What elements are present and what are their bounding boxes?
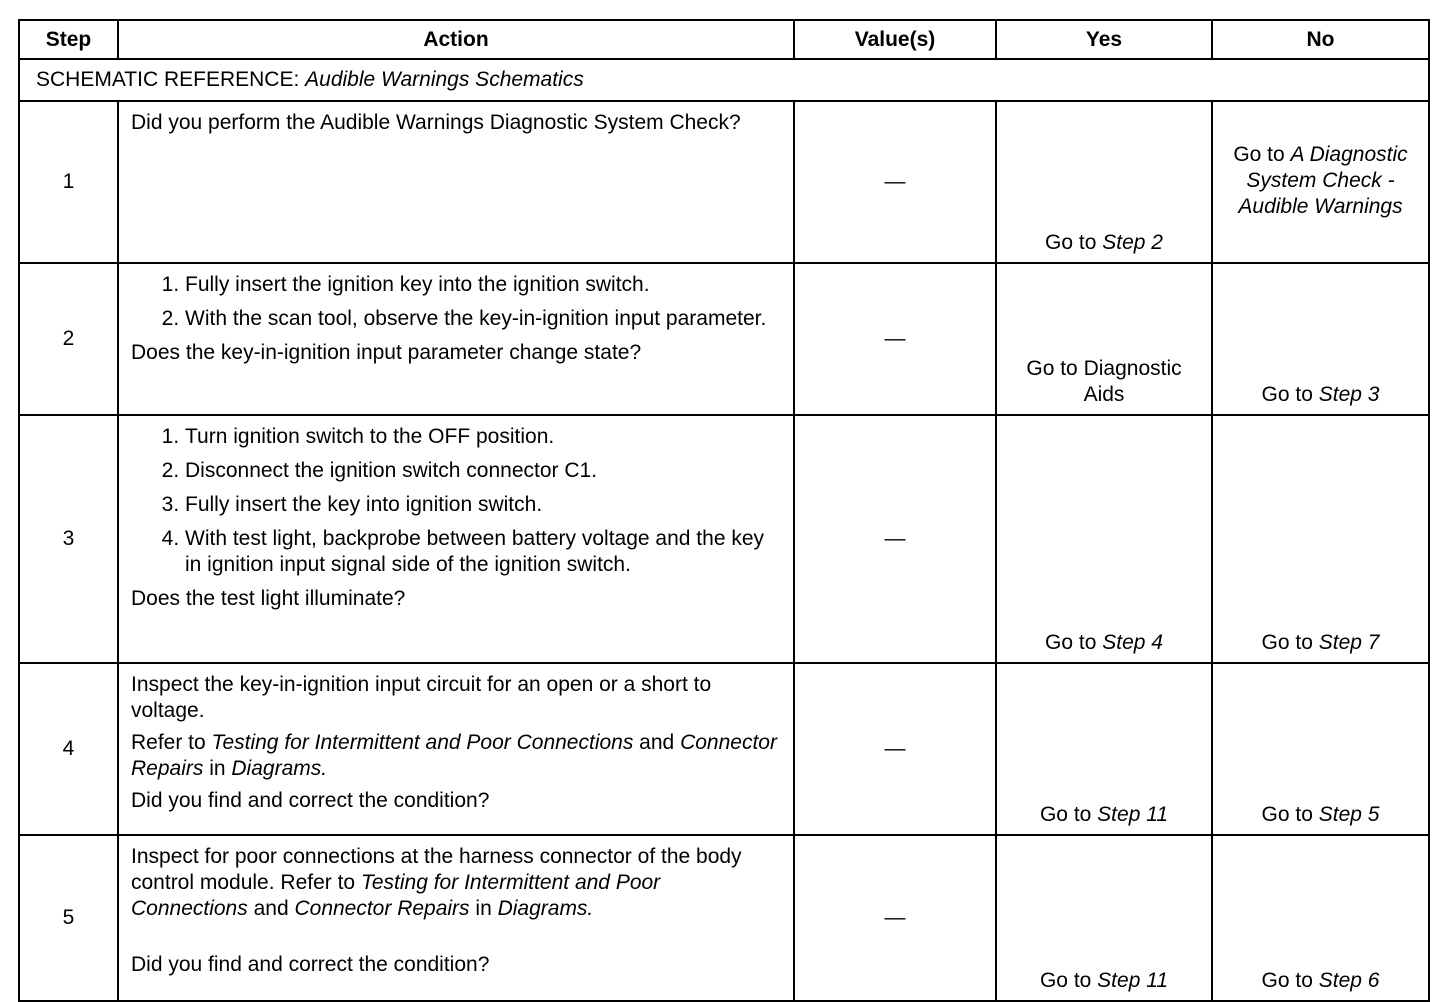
reference-link-diagrams[interactable]: Diagrams. (231, 757, 328, 780)
reference-link-testing[interactable]: Testing for Intermittent and Poor Connections (131, 871, 661, 920)
yes-link[interactable]: Step 4 (1102, 631, 1163, 654)
action-question: Does the test light illuminate? (131, 587, 406, 610)
no-link[interactable]: Step 5 (1318, 803, 1380, 826)
step-number: 3 (19, 415, 118, 663)
reference-link-diagrams[interactable]: Diagrams. (497, 897, 594, 920)
table-row (19, 263, 1429, 415)
header-row (19, 20, 1429, 59)
reference-link-connector-repairs[interactable]: Connector Repairs (131, 731, 777, 780)
no-link[interactable]: A Diagnostic System Check - Audible Warnings (1238, 143, 1408, 218)
action-item: 2. Disconnect the ignition switch connector C1. (185, 458, 781, 484)
no-prefix: Go to (1261, 803, 1319, 826)
no-prefix: Go to (1233, 143, 1291, 166)
action-list (131, 424, 781, 578)
header-no: No (1212, 20, 1429, 59)
step-number: 2 (19, 263, 118, 415)
action-question: Does the key-in-ignition input parameter change state? (131, 341, 642, 364)
reference-and: and (633, 731, 681, 754)
action-question: Did you find and correct the condition? (131, 953, 490, 976)
no-link[interactable]: Step 7 (1318, 631, 1380, 654)
diagnostic-table (18, 19, 1430, 1002)
no-link[interactable]: Step 6 (1318, 969, 1380, 992)
yes-cell (996, 101, 1212, 263)
action-list (131, 272, 781, 332)
yes-link[interactable]: Step 11 (1097, 803, 1169, 826)
action-item: 1. Turn ignition switch to the OFF position. (185, 424, 781, 450)
header-values: Value(s) (794, 20, 996, 59)
value-cell: — (794, 101, 996, 263)
step-number: 5 (19, 835, 118, 1001)
action-reference (131, 730, 781, 782)
spacer (131, 928, 781, 952)
schematic-reference (19, 59, 1429, 101)
no-cell (1212, 663, 1429, 835)
yes-prefix: Go to (1039, 969, 1098, 992)
table-row (19, 663, 1429, 835)
action-item: 4. With test light, backprobe between battery voltage and the key in ignition input signal side of the ignition switch. (185, 526, 781, 578)
value-cell: — (794, 663, 996, 835)
step-number: 4 (19, 663, 118, 835)
reference-link-testing[interactable]: Testing for Intermittent and Poor Connections (211, 731, 634, 754)
yes-link[interactable]: Go to Diagnostic Aids (1026, 357, 1182, 406)
action-cell (118, 835, 794, 1001)
yes-link[interactable]: Step 11 (1097, 969, 1169, 992)
no-prefix: Go to (1261, 383, 1319, 406)
table-row (19, 101, 1429, 263)
yes-cell (996, 663, 1212, 835)
action-text: Did you perform the Audible Warnings Diagnostic System Check? (131, 111, 741, 134)
action-item: 2. With the scan tool, observe the key-in-ignition input parameter. (185, 306, 781, 332)
table-row (19, 835, 1429, 1001)
yes-cell (996, 415, 1212, 663)
yes-link[interactable]: Step 2 (1102, 231, 1163, 254)
value-cell: — (794, 835, 996, 1001)
yes-prefix: Go to (1045, 631, 1103, 654)
yes-cell (996, 263, 1212, 415)
action-text-lead: Inspect for poor connections at the harness connector of the body control module. Refer to (131, 845, 742, 894)
no-cell (1212, 835, 1429, 1001)
no-prefix: Go to (1261, 631, 1319, 654)
schematic-reference-label: SCHEMATIC REFERENCE: (36, 68, 306, 91)
header-yes: Yes (996, 20, 1212, 59)
action-cell (118, 263, 794, 415)
reference-and: and (247, 897, 295, 920)
action-question: Did you find and correct the condition? (131, 789, 490, 812)
reference-prefix: Refer to (131, 731, 212, 754)
action-text (131, 844, 781, 922)
reference-link-connector-repairs[interactable]: Connector Repairs (294, 897, 470, 920)
value-cell: — (794, 263, 996, 415)
no-cell (1212, 101, 1429, 263)
header-step: Step (19, 20, 118, 59)
reference-in: in (203, 757, 232, 780)
schematic-reference-row (19, 59, 1429, 101)
table-row (19, 415, 1429, 663)
value-cell: — (794, 415, 996, 663)
yes-cell (996, 835, 1212, 1001)
no-cell (1212, 263, 1429, 415)
no-prefix: Go to (1261, 969, 1319, 992)
yes-prefix: Go to (1045, 231, 1103, 254)
yes-prefix: Go to (1039, 803, 1098, 826)
action-item: 1. Fully insert the ignition key into the ignition switch. (185, 272, 781, 298)
no-link[interactable]: Step 3 (1318, 383, 1380, 406)
action-cell (118, 101, 794, 263)
step-number: 1 (19, 101, 118, 263)
action-text: Inspect the key-in-ignition input circuit for an open or a short to voltage. (131, 673, 712, 722)
action-item: 3. Fully insert the key into ignition switch. (185, 492, 781, 518)
no-cell (1212, 415, 1429, 663)
schematic-reference-link[interactable]: Audible Warnings Schematics (305, 68, 584, 91)
header-action: Action (118, 20, 794, 59)
action-cell (118, 663, 794, 835)
reference-in: in (469, 897, 498, 920)
action-cell (118, 415, 794, 663)
